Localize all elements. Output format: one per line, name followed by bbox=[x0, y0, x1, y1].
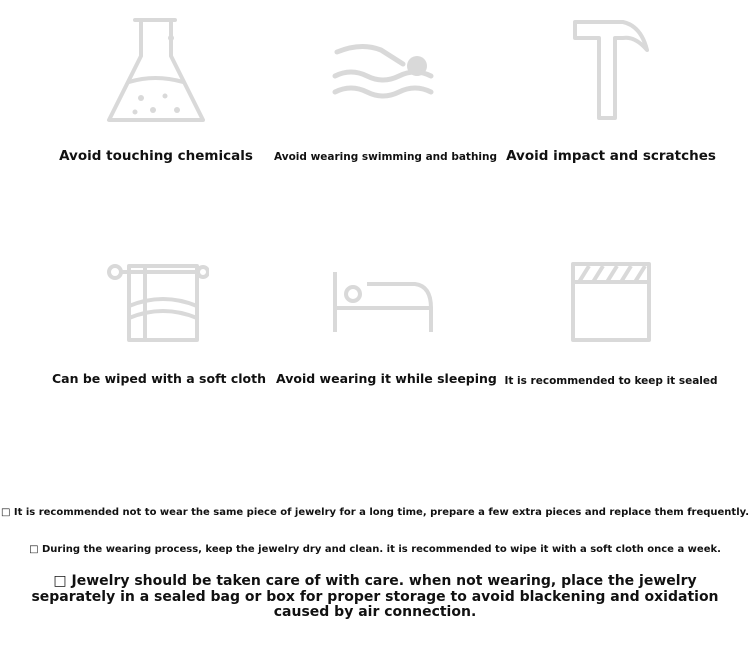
swimmer-icon bbox=[331, 42, 435, 102]
item-label-sleeping: Avoid wearing it while sleeping bbox=[276, 371, 497, 386]
item-label-sealed: It is recommended to keep it sealed bbox=[504, 375, 718, 387]
item-label-swimming: Avoid wearing swimming and bathing bbox=[274, 151, 498, 163]
care-note-3: □ Jewelry should be taken care of with care. when not wearing, place the jewelry separately in a sealed bag or box for proper storage to avoid blackening and oxidation caused by air connection. bbox=[31, 573, 719, 620]
flask-icon bbox=[105, 18, 207, 124]
item-label-chemicals: Avoid touching chemicals bbox=[59, 148, 253, 164]
bed-icon bbox=[331, 270, 435, 334]
care-note-2: □ During the wearing process, keep the jewelry dry and clean. it is recommended to wipe it with a soft cloth once a week. bbox=[29, 544, 721, 555]
sealed-box-icon bbox=[571, 262, 651, 342]
item-label-cloth: Can be wiped with a soft cloth bbox=[52, 371, 266, 386]
hammer-icon bbox=[571, 18, 651, 124]
care-note-1: □ It is recommended not to wear the same piece of jewelry for a long time, prepare a few extra pieces and replace them frequently. bbox=[0, 507, 750, 518]
towel-icon bbox=[105, 262, 209, 344]
item-label-impact: Avoid impact and scratches bbox=[506, 148, 716, 164]
